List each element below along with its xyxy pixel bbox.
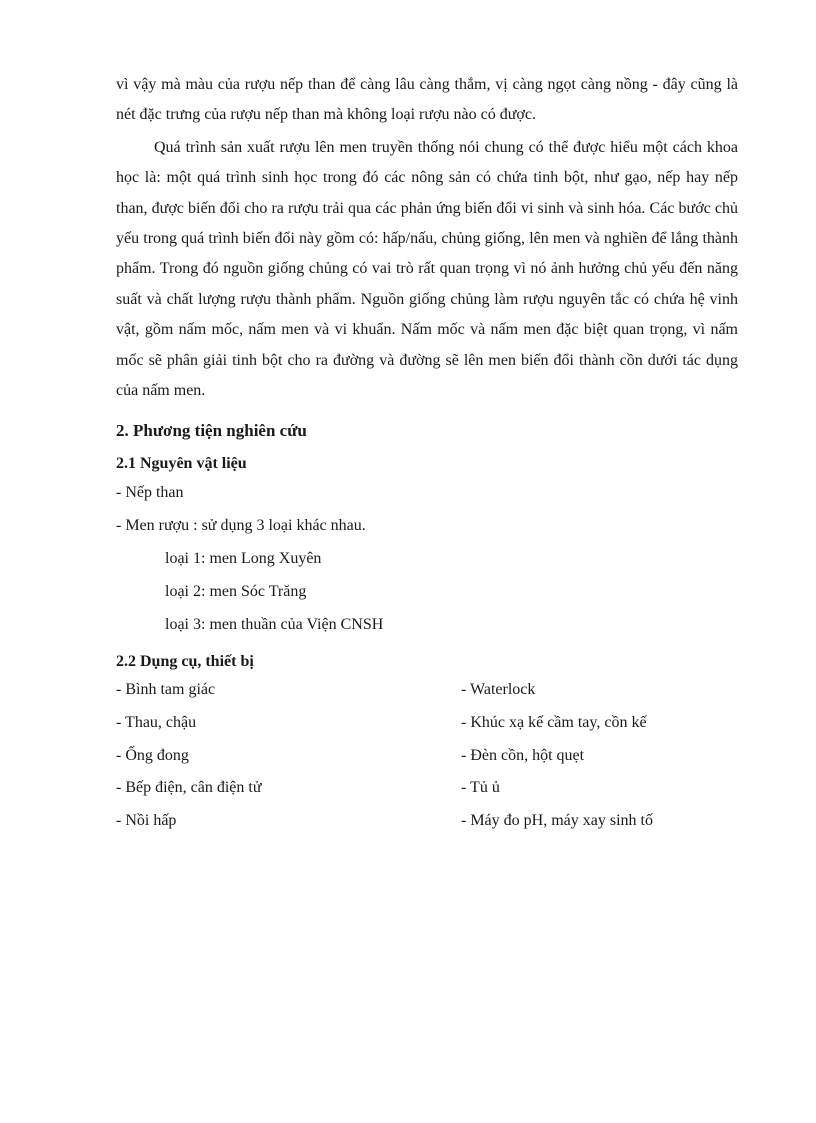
equipment-row [116, 674, 738, 707]
equipment-item: - Máy đo pH, máy xay sinh tố [461, 811, 653, 829]
section-2-1-heading: 2.1 Nguyên vật liệu [116, 455, 247, 473]
document-page [116, 70, 738, 837]
list-item: - Men rượu : sử dụng 3 loại khác nhau. [116, 517, 366, 535]
equipment-item: - Bếp điện, cân điện tử [116, 779, 262, 797]
list-sub-item: loại 1: men Long Xuyên [165, 550, 322, 568]
equipment-item: - Khúc xạ kế cầm tay, cồn kế [461, 714, 647, 732]
equipment-item: - Đèn cồn, hột quẹt [461, 746, 585, 764]
section-2-heading: 2. Phương tiện nghiên cứu [116, 421, 307, 441]
list-sub-item: loại 2: men Sóc Trăng [165, 583, 307, 601]
equipment-item: - Bình tam giác [116, 681, 216, 699]
equipment-row [116, 805, 738, 838]
equipment-item: - Waterlock [461, 681, 536, 699]
body-paragraph-1: vì vậy mà màu của rượu nếp than để càng lâu càng thắm, vị càng ngọt càng nồng - đây cũng là nét đặc trưng của rượu nếp than mà không loại rượu nào có được. [116, 76, 738, 124]
equipment-item: - Ống đong [116, 746, 189, 764]
equipment-row [116, 707, 738, 740]
materials-list [116, 476, 738, 641]
equipment-list [116, 674, 738, 837]
equipment-row [116, 772, 738, 805]
equipment-item: - Tủ ủ [461, 779, 500, 797]
equipment-item: - Nồi hấp [116, 811, 177, 829]
equipment-item: - Thau, chậu [116, 714, 197, 732]
body-paragraph-2: Quá trình sản xuất rượu lên men truyền thống nói chung có thể được hiểu một cách khoa học là: một quá trình sinh học trong đó các nông sản có chứa tinh bột, như gạo, nếp hay nếp than, được biến đổi cho ra rượu trải qua các phản ứng biến đổi vi sinh và sinh hóa. Các bước chủ yếu trong quá trình biến đổi này gồm có: hấp/nấu, chủng giống, lên men và nghiền để lắng thành phẩm. Trong đó nguồn giống chủng có vai trò rất quan trọng vì nó ảnh hưởng chủ yếu đến năng suất và chất lượng rượu thành phẩm. Nguồn giống chủng làm rượu nguyên tắc có chứa hệ vinh vật, gồm nấm mốc, nấm men và vi khuẩn. Nấm mốc và nấm men đặc biệt quan trọng, vì nấm mốc sẽ phân giải tinh bột cho ra đường và đường sẽ lên men biến đổi thành cồn dưới tác dụng của nấm men. [116, 138, 738, 400]
section-2-2-heading: 2.2 Dụng cụ, thiết bị [116, 653, 254, 671]
list-sub-item: loại 3: men thuần của Viện CNSH [165, 616, 384, 634]
list-item: - Nếp than [116, 484, 184, 502]
equipment-row [116, 740, 738, 773]
